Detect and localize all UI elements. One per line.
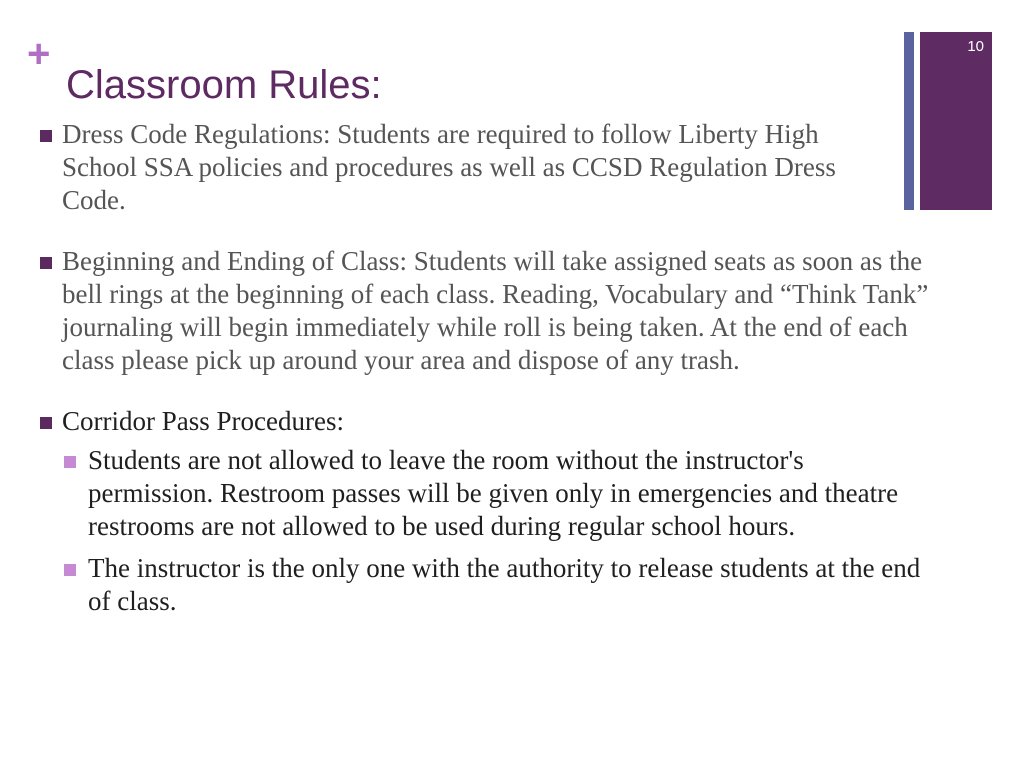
slide-content: [36, 118, 936, 646]
sub-bullet-text: Students are not allowed to leave the room without the instructor's permission. Restroom passes will be given only in emergencies and theatre restrooms are not allowed to be used during regular school hours.: [88, 445, 899, 541]
bullet-text: Beginning and Ending of Class: Students will take assigned seats as soon as the bell rings at the beginning of each class. Reading, Vocabulary and “Think Tank” journaling will begin immediately while roll is being taken. At the end of each class please pick up around your area and dispose of any trash.: [62, 246, 929, 375]
bullet-beginning-ending-class: [36, 245, 936, 377]
corridor-pass-sublist: [62, 444, 936, 618]
sub-bullet-leave-room: [62, 444, 926, 543]
bullet-corridor-pass: [36, 405, 936, 618]
bullet-text: Corridor Pass Procedures:: [62, 406, 344, 436]
sub-bullet-text: The instructor is the only one with the authority to release students at the end of class.: [88, 553, 921, 616]
bullet-dress-code: [36, 118, 852, 217]
slide-number: 10: [967, 38, 984, 55]
slide-title: Classroom Rules:: [66, 63, 382, 107]
plus-icon: +: [27, 32, 51, 76]
sub-bullet-release-students: [62, 552, 926, 618]
bullet-text: Dress Code Regulations: Students are required to follow Liberty High School SSA policies and procedures as well as CCSD Regulation Dress Code.: [62, 119, 836, 215]
